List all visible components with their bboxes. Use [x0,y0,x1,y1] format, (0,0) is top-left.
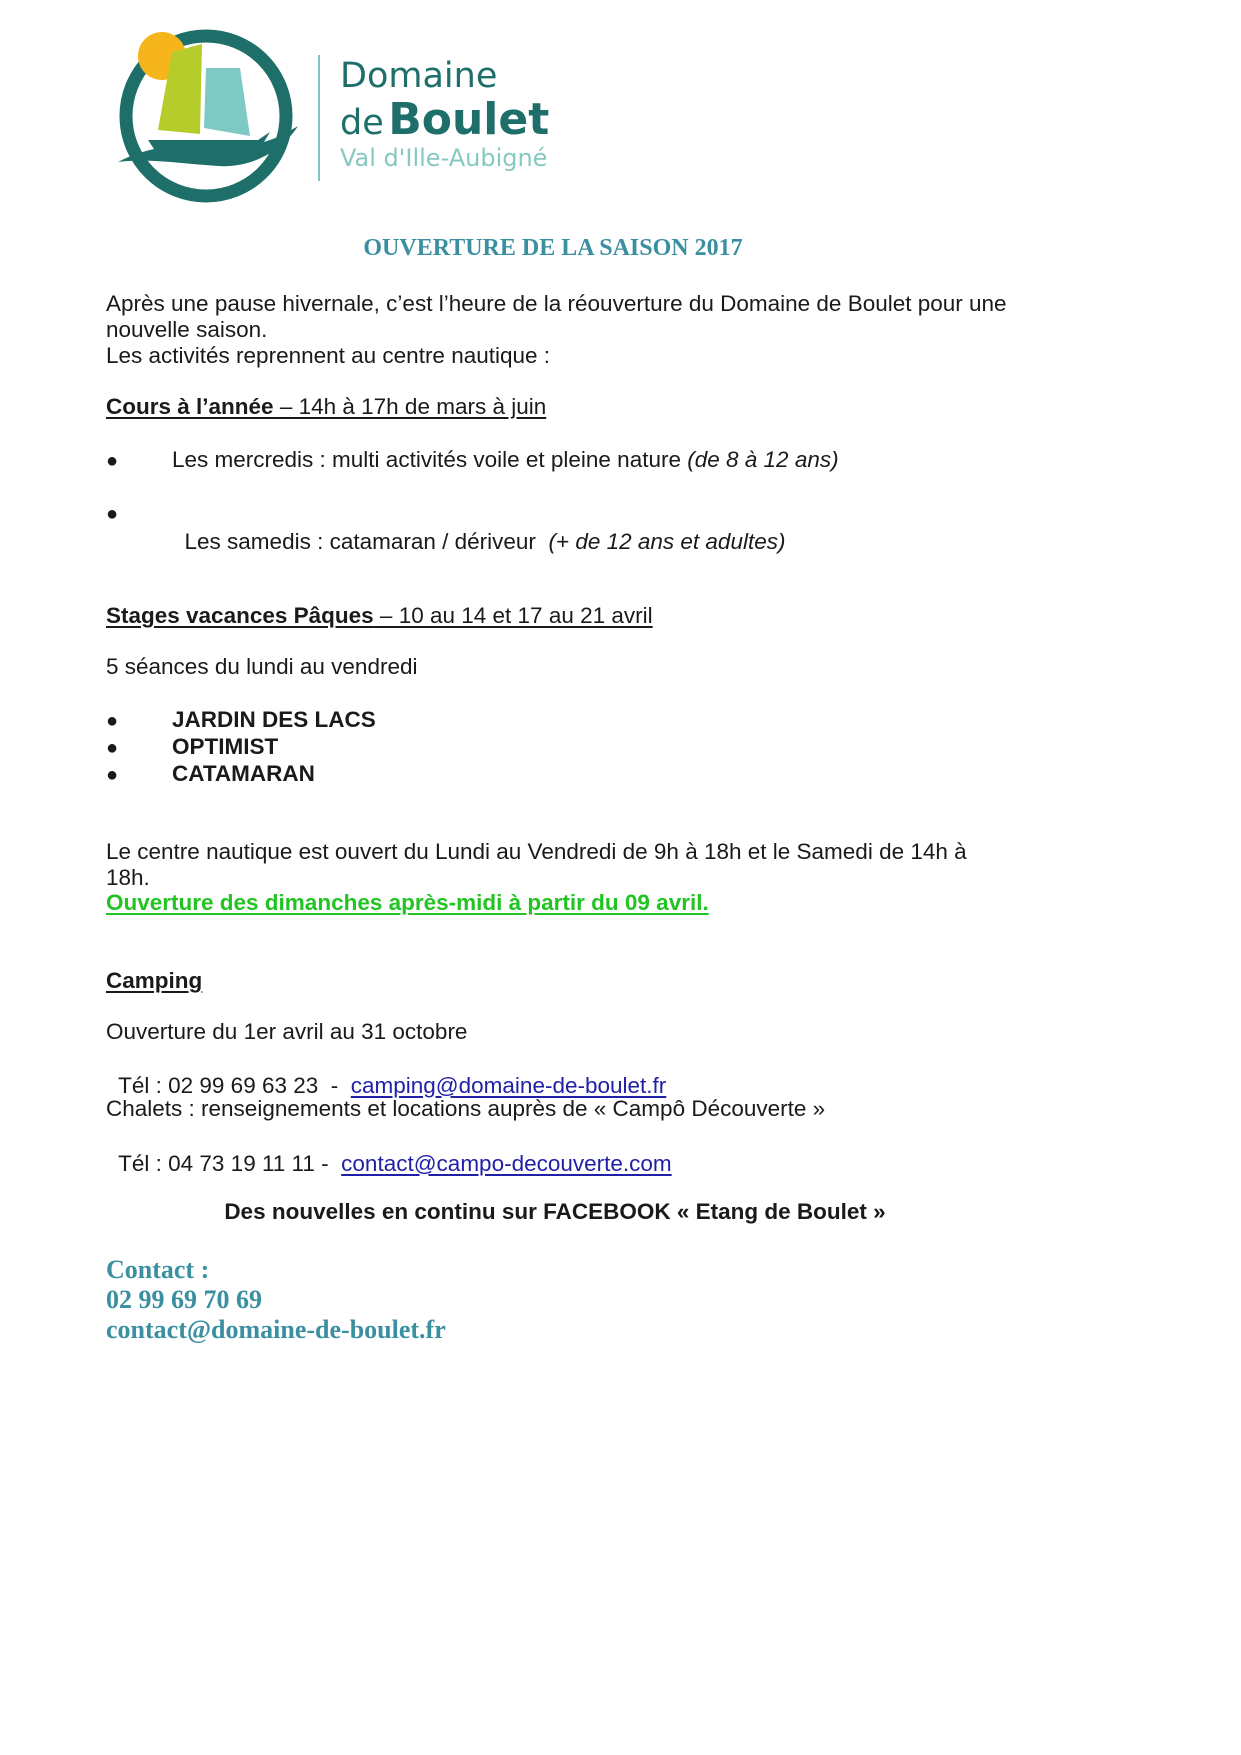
logo-boulet: Boulet [388,94,550,145]
logo-de: de [340,103,384,143]
cours-heading [106,393,546,422]
cours-item-2-text: Les samedis : catamaran / dériveur [184,528,549,554]
camping-email-link[interactable]: camping@domaine-de-boulet.fr [350,1072,667,1098]
logo-tagline: Val d'Ille-Aubigné [340,144,548,172]
stage-item-3: CATAMARAN [172,761,315,786]
facebook-notice: Des nouvelles en continu sur FACEBOOK « Etang de Boulet » [224,1199,886,1224]
intro-line-2: nouvelle saison. [106,317,268,342]
bullet-icon: ● [106,503,119,525]
sunday-opening-notice: Ouverture des dimanches après-midi à partir du 09 avril. [106,890,709,915]
bullet-icon: ● [106,710,119,732]
stages-sessions: 5 séances du lundi au vendredi [106,654,418,679]
bullet-icon: ● [106,764,119,786]
bullet-icon: ● [106,737,119,759]
centre-hours-line-2: 18h. [106,865,150,890]
chalets-info: Chalets : renseignements et locations auprès de « Campô Découverte » [106,1096,826,1121]
logo-divider [318,55,320,181]
page-title: OUVERTURE DE LA SAISON 2017 [363,235,743,261]
cours-item-2-note: (+ de 12 ans et adultes) [548,528,786,554]
stages-heading-dates: – 10 au 14 et 17 au 21 avril [373,603,653,628]
stages-heading [106,602,653,631]
contact-email[interactable]: contact@domaine-de-boulet.fr [106,1315,446,1344]
cours-item-1-note: (de 8 à 12 ans) [687,447,839,472]
camping-tel-line [106,1043,666,1100]
centre-hours-line-1: Le centre nautique est ouvert du Lundi au Vendredi de 9h à 18h et le Samedi de 14h à [106,839,967,864]
chalets-email-link[interactable]: contact@campo-decouverte.com [341,1150,672,1176]
cours-heading-title: Cours à l’année [106,394,274,419]
logo-icon [108,28,300,208]
logo-name-line2 [340,94,549,145]
contact-label: Contact : [106,1255,210,1284]
camping-heading: Camping [106,968,203,993]
stage-item-1: JARDIN DES LACS [172,707,376,732]
intro-line-1: Après une pause hivernale, c’est l’heure de la réouverture du Domaine de Boulet pour une [106,291,1007,316]
cours-heading-dates: – 14h à 17h de mars à juin [273,394,547,419]
cours-item-1 [172,446,839,475]
stages-heading-title: Stages vacances Pâques [106,603,374,628]
cours-item-1-text: Les mercredis : multi activités voile et pleine nature [172,447,688,472]
camping-dates: Ouverture du 1er avril au 31 octobre [106,1019,468,1044]
stage-item-2: OPTIMIST [172,734,279,759]
contact-phone: 02 99 69 70 69 [106,1285,262,1314]
camping-tel: Tél : 02 99 69 63 23 - [118,1072,351,1098]
intro-line-3: Les activités reprennent au centre nautique : [106,343,551,368]
bullet-icon: ● [106,450,119,472]
cours-item-2 [172,499,785,556]
logo-name-line1: Domaine [340,56,498,96]
chalets-tel: Tél : 04 73 19 11 11 - [118,1150,342,1176]
chalets-tel-line [106,1121,672,1178]
